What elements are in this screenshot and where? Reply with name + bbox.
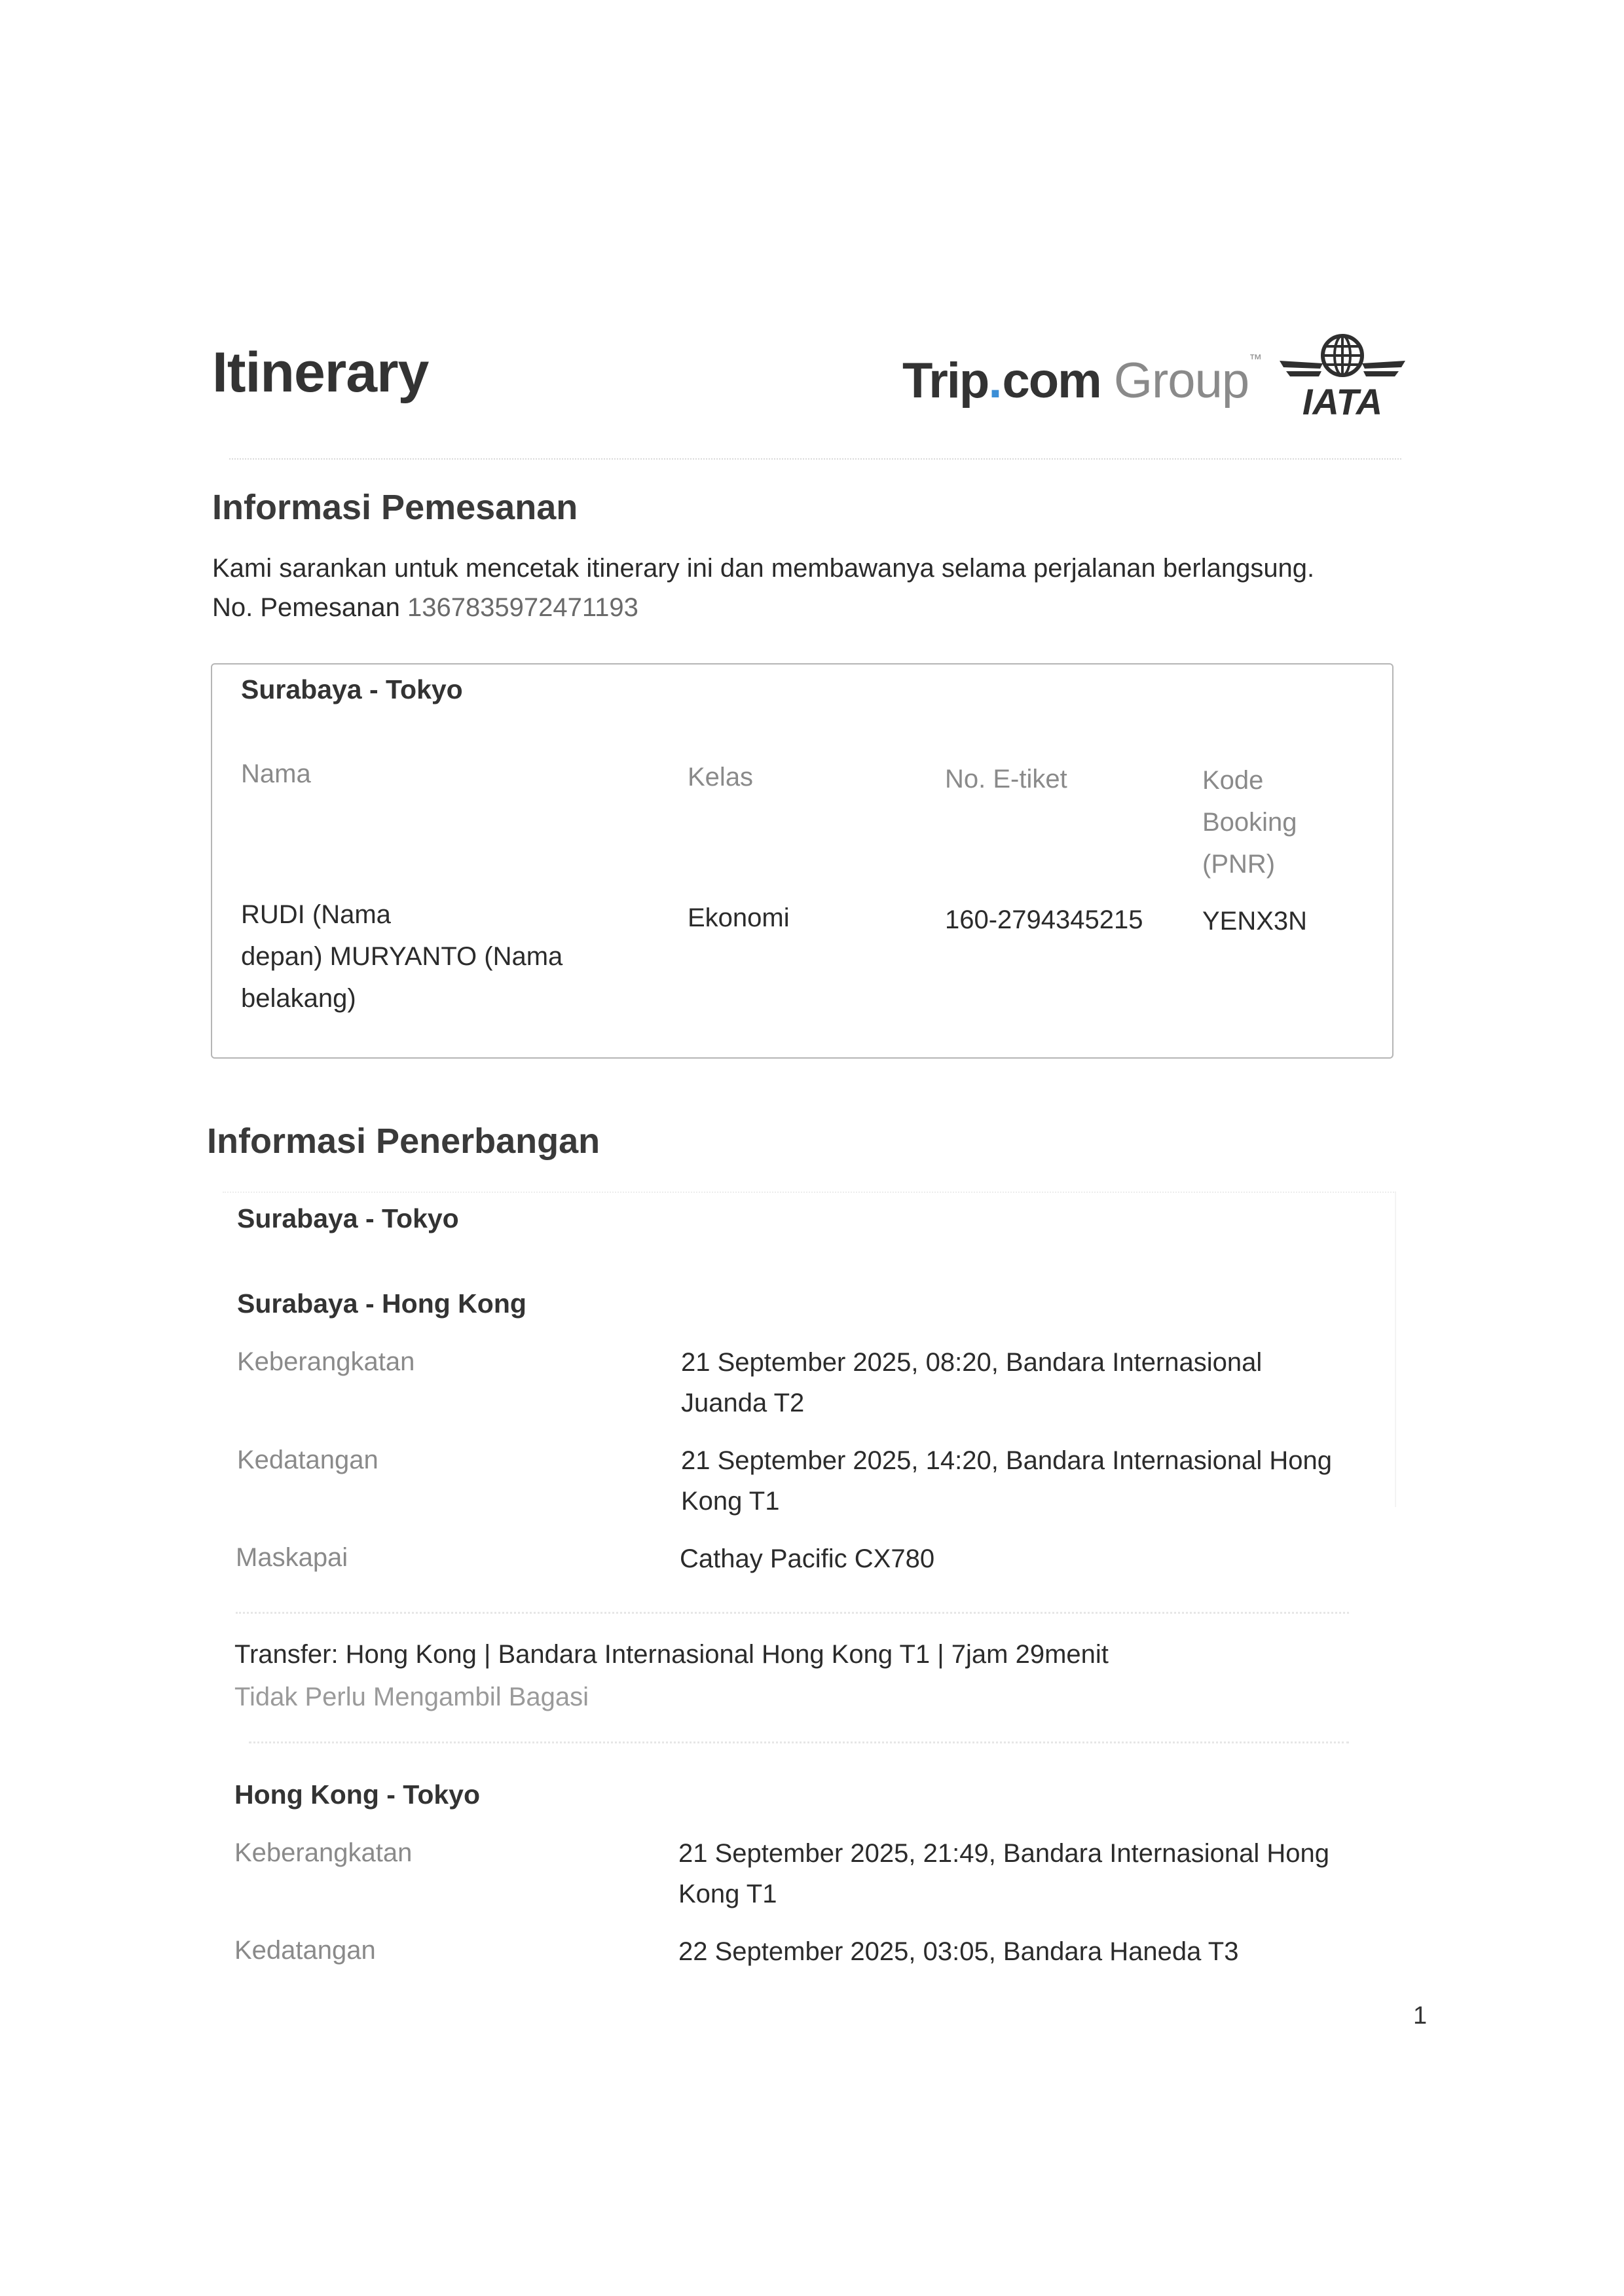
passenger-eticket: 160-2794345215 [945, 905, 1143, 934]
page-number: 1 [1413, 2002, 1428, 2030]
brand-trip: Trip [902, 353, 989, 409]
segment-1-departure-line1: 21 September 2025, 08:20, Bandara Internasional [681, 1348, 1263, 1377]
transfer-bottom-divider [249, 1741, 1349, 1743]
segment-1-arrival-value [681, 1440, 1369, 1522]
header-divider [229, 458, 1401, 460]
flight-route: Surabaya - Tokyo [237, 1203, 459, 1233]
pnr-header-line3: (PNR) [1202, 850, 1276, 879]
segment-2-departure-line2: Kong T1 [678, 1880, 777, 1908]
iata-logo [1277, 331, 1408, 422]
flight-info-heading: Informasi Penerbangan [207, 1121, 600, 1161]
segment-2-arrival-value: 22 September 2025, 03:05, Bandara Haneda T3 [678, 1937, 1239, 1966]
column-name-header: Nama [241, 759, 311, 788]
segment-1-arrival-label: Kedatangan [237, 1446, 378, 1474]
trip-com-group-logo [902, 352, 1262, 409]
baggage-note: Tidak Perlu Mengambil Bagasi [234, 1683, 589, 1711]
segment-2-arrival-label: Kedatangan [234, 1936, 376, 1965]
booking-route: Surabaya - Tokyo [241, 674, 463, 704]
segment-1-departure-line2: Juanda T2 [681, 1389, 805, 1417]
document-title: Itinerary [212, 341, 429, 404]
brand-tm: ™ [1249, 352, 1263, 367]
column-eticket-header: No. E-tiket [945, 765, 1067, 793]
segment-2-departure-label: Keberangkatan [234, 1838, 413, 1867]
passenger-pnr: YENX3N [1202, 907, 1308, 936]
booking-number-value: 1367835972471193 [407, 593, 638, 622]
segment-1-title: Surabaya - Hong Kong [237, 1288, 526, 1319]
passenger-name-line3: belakang) [241, 984, 356, 1013]
booking-info-heading: Informasi Pemesanan [212, 488, 578, 527]
brand-group: Group [1100, 353, 1249, 409]
pnr-header-line1: Kode [1202, 766, 1264, 795]
passenger-name-line1: RUDI (Nama [241, 900, 391, 929]
pnr-header-line2: Booking [1202, 808, 1297, 837]
iata-globe-wings-icon [1277, 331, 1408, 422]
booking-number-line [212, 593, 638, 623]
transfer-info: Transfer: Hong Kong | Bandara Internasional Hong Kong T1 | 7jam 29menit [234, 1640, 1109, 1669]
print-advice-text: Kami sarankan untuk mencetak itinerary ini dan membawanya selama perjalanan berlangsung. [212, 554, 1315, 583]
passenger-name-line2: depan) MURYANTO (Nama [241, 942, 563, 971]
column-class-header: Kelas [688, 763, 754, 792]
passenger-name [241, 894, 563, 1019]
brand-com: com [1002, 353, 1101, 409]
segment-2-departure-value [678, 1833, 1366, 1914]
segment-1-airline-label: Maskapai [236, 1543, 348, 1572]
segment-1-arrival-line2: Kong T1 [681, 1487, 780, 1516]
segment-1-arrival-line1: 21 September 2025, 14:20, Bandara Internasional Hong [681, 1446, 1333, 1475]
column-pnr-header [1202, 759, 1297, 885]
segment-2-title: Hong Kong - Tokyo [234, 1779, 481, 1810]
passenger-class: Ekonomi [688, 903, 790, 932]
segment-1-airline-value: Cathay Pacific CX780 [680, 1544, 935, 1573]
transfer-top-divider [236, 1612, 1349, 1614]
segment-2-departure-line1: 21 September 2025, 21:49, Bandara Internasional Hong [678, 1839, 1330, 1868]
brand-dot: . [988, 353, 1003, 409]
segment-1-departure-label: Keberangkatan [237, 1347, 415, 1376]
segment-1-departure-value [681, 1342, 1369, 1423]
svg-text:IATA: IATA [1302, 381, 1383, 422]
booking-number-label: No. Pemesanan [212, 593, 407, 622]
